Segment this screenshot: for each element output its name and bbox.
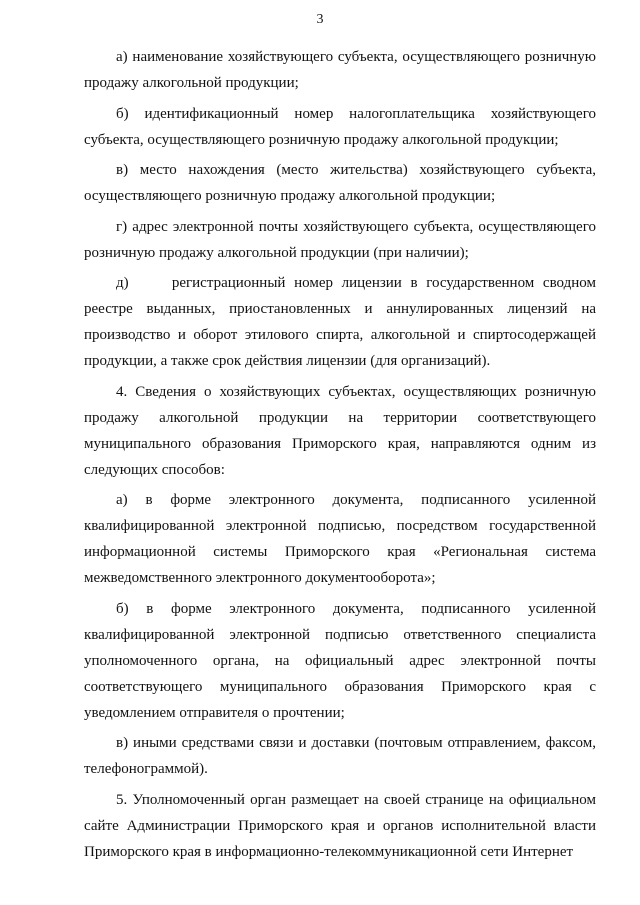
paragraph-item-v: в) место нахождения (место жительства) хозяйствующего субъекта, осуществляющего розничную продажу алкогольной продукции; (84, 162, 596, 204)
paragraph-section-5: 5. Уполномоченный орган размещает на своей странице на официальном сайте Администрации Приморского края и органов исполнительной власти Приморского края в информационно-телекоммуникационной сети Интернет (84, 791, 596, 860)
paragraph-item-b: б) идентификационный номер налогоплательщика хозяйствующего субъекта, осуществляющего розничную продажу алкогольной продукции; (84, 105, 596, 148)
paragraph-item-a: а) наименование хозяйствующего субъекта, осуществляющего розничную продажу алкогольной продукции; (84, 49, 596, 91)
page-number: 3 (316, 12, 324, 27)
paragraph-method-a: а) в форме электронного документа, подписанного усиленной квалифицированной электронной подписью, посредством государственной информационной системы Приморского края «Региональная система межведомственного электронного документооборота»; (84, 492, 596, 586)
paragraph-item-d: д) регистрационный номер лицензии в государственном сводном реестре выданных, приостановленных и аннулированных лицензий на производство и оборот этилового спирта, алкогольной и спиртосодержащей продукции, а также срок действия лицензии (для организаций). (84, 275, 600, 369)
paragraph-section-4: 4. Сведения о хозяйствующих субъектах, осуществляющих розничную продажу алкогольной продукции на территории соответствующего муниципального образования Приморского края, направляются одним из следующих способов: (84, 383, 596, 478)
document-body (84, 44, 600, 869)
paragraph-item-g: г) адрес электронной почты хозяйствующего субъекта, осуществляющего розничную продажу алкогольной продукции (при наличии); (84, 218, 596, 261)
paragraph-method-v: в) иными средствами связи и доставки (почтовым отправлением, факсом, телефонограммой). (84, 735, 596, 777)
paragraph-method-b: б) в форме электронного документа, подписанного усиленной квалифицированной электронной подписью ответственного специалиста уполномоченного органа, на официальный адрес электронной почты соответствующего муниципального образования Приморского края с уведомлением отправителя о прочтении; (84, 600, 596, 721)
